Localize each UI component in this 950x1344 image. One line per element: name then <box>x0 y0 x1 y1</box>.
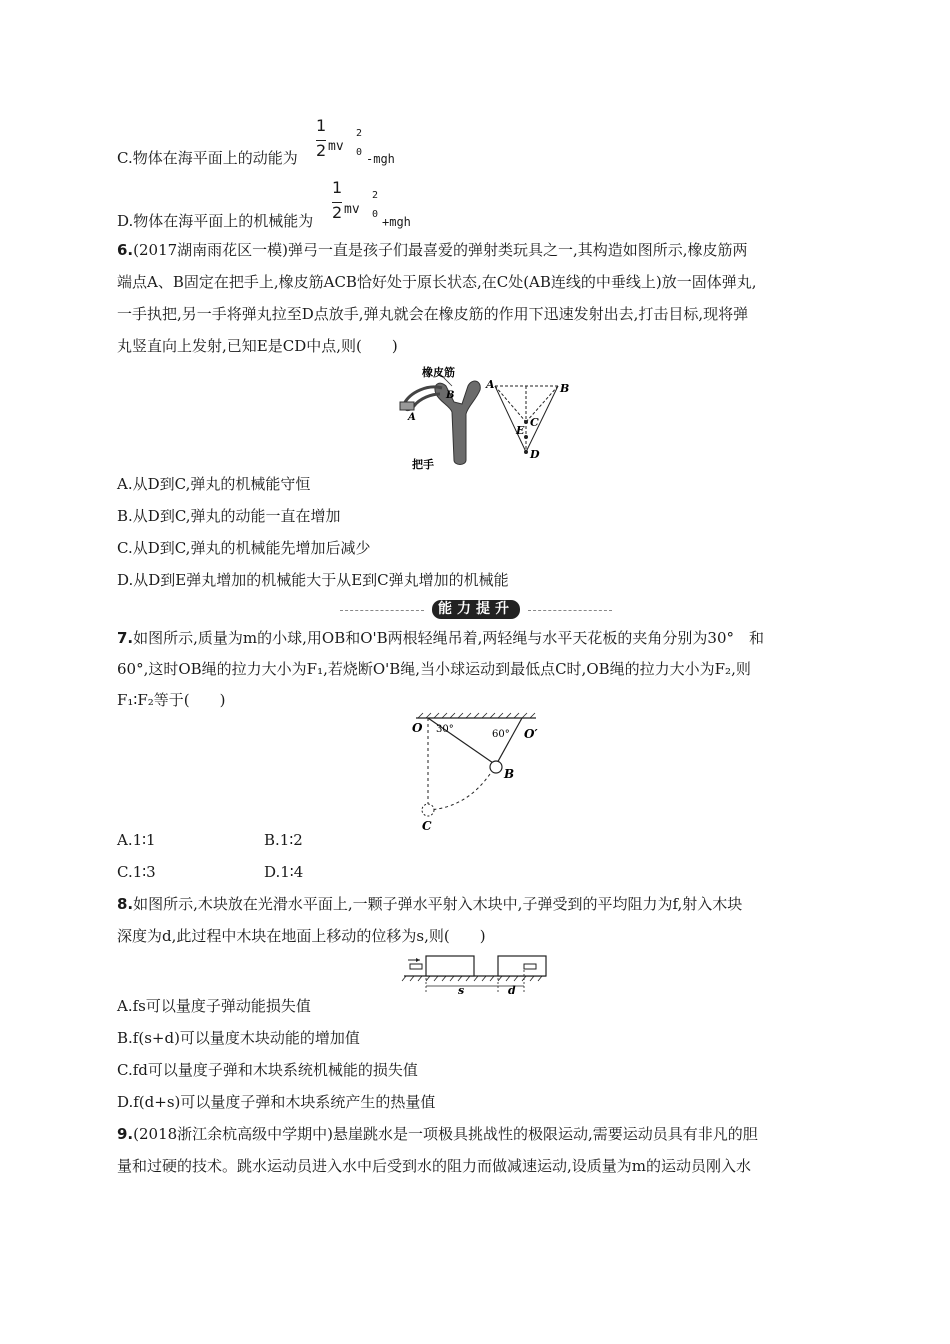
q9-line1 <box>117 1124 758 1144</box>
q6-option-b: B.从D到C,弹丸的动能一直在增加 <box>117 507 341 525</box>
q8-option-b: B.f(s+d)可以量度木块动能的增加值 <box>117 1029 360 1047</box>
slingshot-figure <box>380 364 580 470</box>
q7-option-c: C.1∶3 <box>117 863 156 881</box>
label-c: C <box>530 416 539 429</box>
banner-title: 能力提升 <box>432 600 520 619</box>
superscript: 2 <box>372 190 379 201</box>
option-text: C.物体在海平面上的动能为 <box>117 149 298 167</box>
q7-line2: 60°,这时OB绳的拉力大小为F₁,若烧断O'B绳,当小球运动到最低点C时,OB绳的拉力大小为F₂,则 <box>117 660 751 678</box>
superscript: 2 <box>356 128 363 139</box>
q9-line2: 量和过硬的技术。跳水运动员进入水中后受到水的阻力而做减速运动,设质量为m的运动员刚入水 <box>117 1157 751 1175</box>
ceiling-hatching <box>418 713 535 718</box>
question-number: 8. <box>117 895 134 913</box>
label-e: E <box>516 424 525 437</box>
q6-option-c: C.从D到C,弹丸的机械能先增加后减少 <box>117 539 371 557</box>
label-handle: 把手 <box>412 458 434 470</box>
ad-line <box>495 386 526 452</box>
label-b: B <box>504 767 515 781</box>
question-number: 6. <box>117 241 134 259</box>
q8-line1 <box>117 894 742 914</box>
label-s: s <box>458 984 465 996</box>
q7-line3: F₁∶F₂等于( ) <box>117 691 226 709</box>
block-initial <box>426 956 474 976</box>
bullet-initial <box>410 964 422 969</box>
point-e <box>524 435 528 439</box>
arrow-head <box>416 958 420 962</box>
option-tail: -mgh <box>366 152 395 166</box>
question-number: 9. <box>117 1125 134 1143</box>
option-text: D.物体在海平面上的机械能为 <box>117 212 314 230</box>
mv-symbol: mv <box>344 202 360 217</box>
q8-text: 如图所示,木块放在光滑水平面上,一颗子弹水平射入木块中,子弹受到的平均阻力为f,射入木块 <box>133 895 743 913</box>
q8-option-d: D.f(d+s)可以量度子弹和木块系统产生的热量值 <box>117 1093 436 1111</box>
q6-line4: 丸竖直向上发射,已知E是CD中点,则( ) <box>117 337 398 355</box>
point-d <box>524 450 528 454</box>
q7-option-d: D.1∶4 <box>264 863 304 881</box>
label-b: B <box>560 382 570 395</box>
ground-hatching <box>402 976 542 981</box>
q8-option-a: A.fs可以量度子弹动能损失值 <box>117 997 311 1015</box>
block-figure <box>400 952 550 996</box>
label-rubber: 橡皮筋 <box>422 366 455 379</box>
arc-path <box>428 774 490 810</box>
ball-b <box>490 761 502 773</box>
subscript: 0 <box>356 147 363 158</box>
ac-line <box>495 386 526 422</box>
q6-option-a: A.从D到C,弹丸的机械能守恒 <box>117 475 311 493</box>
block-final <box>498 956 546 976</box>
banner-rule-right <box>528 610 612 611</box>
q7-option-b: B.1∶2 <box>264 831 303 849</box>
label-a1: A <box>408 412 416 423</box>
section-banner <box>340 600 612 620</box>
mv-symbol: mv <box>328 139 344 154</box>
label-o: O <box>412 721 423 735</box>
label-d: d <box>508 984 516 996</box>
label-a: A <box>486 378 495 391</box>
option-tail: +mgh <box>382 215 411 229</box>
q7-option-a: A.1∶1 <box>117 831 156 849</box>
slingshot-handle-shape <box>435 381 480 464</box>
pouch-shape <box>400 402 414 410</box>
q6-line1 <box>117 240 748 260</box>
rope-o-prime-b <box>496 718 522 765</box>
frac-denominator: 2 <box>332 203 343 222</box>
point-c <box>524 420 528 424</box>
ball-c <box>422 804 434 816</box>
q9-text: (2018浙江余杭高级中学期中)悬崖跳水是一项极具挑战性的极限运动,需要运动员具有非凡的胆 <box>133 1125 758 1143</box>
frac-numerator: 1 <box>332 178 343 197</box>
banner-rule-left <box>340 610 424 611</box>
subscript: 0 <box>372 209 379 220</box>
q8-option-c: C.fd可以量度子弹和木块系统机械能的损失值 <box>117 1061 418 1079</box>
q6-line3: 一手执把,另一手将弹丸拉至D点放手,弹丸就会在橡皮筋的作用下迅速发射出去,打击目标,现将弹 <box>117 305 749 323</box>
bullet-final <box>524 964 536 969</box>
label-b1: B <box>446 390 455 401</box>
label-60: 60° <box>492 729 510 740</box>
pendulum-figure <box>410 712 540 832</box>
question-number: 7. <box>117 629 134 647</box>
frac-denominator: 2 <box>316 141 327 160</box>
q7-text: 如图所示,质量为m的小球,用OB和O'B两根轻绳吊着,两轻绳与水平天花板的夹角分别为30° 和 <box>133 629 765 647</box>
q6-text: (2017湖南雨花区一模)弹弓一直是孩子们最喜爱的弹射类玩具之一,其构造如图所示,橡皮筋两 <box>133 241 748 259</box>
label-d: D <box>530 448 540 461</box>
label-o-prime: O′ <box>524 727 538 741</box>
frac-numerator: 1 <box>316 116 327 135</box>
q6-option-d: D.从D到E弹丸增加的机械能大于从E到C弹丸增加的机械能 <box>117 571 509 589</box>
q6-line2: 端点A、B固定在把手上,橡皮筋ACB恰好处于原长状态,在C处(AB连线的中垂线上)放一固体弹丸, <box>117 273 757 291</box>
label-c: C <box>422 819 432 832</box>
q8-line2: 深度为d,此过程中木块在地面上移动的位移为s,则( ) <box>117 927 486 945</box>
q7-line1 <box>117 628 764 648</box>
label-30: 30° <box>436 724 454 735</box>
